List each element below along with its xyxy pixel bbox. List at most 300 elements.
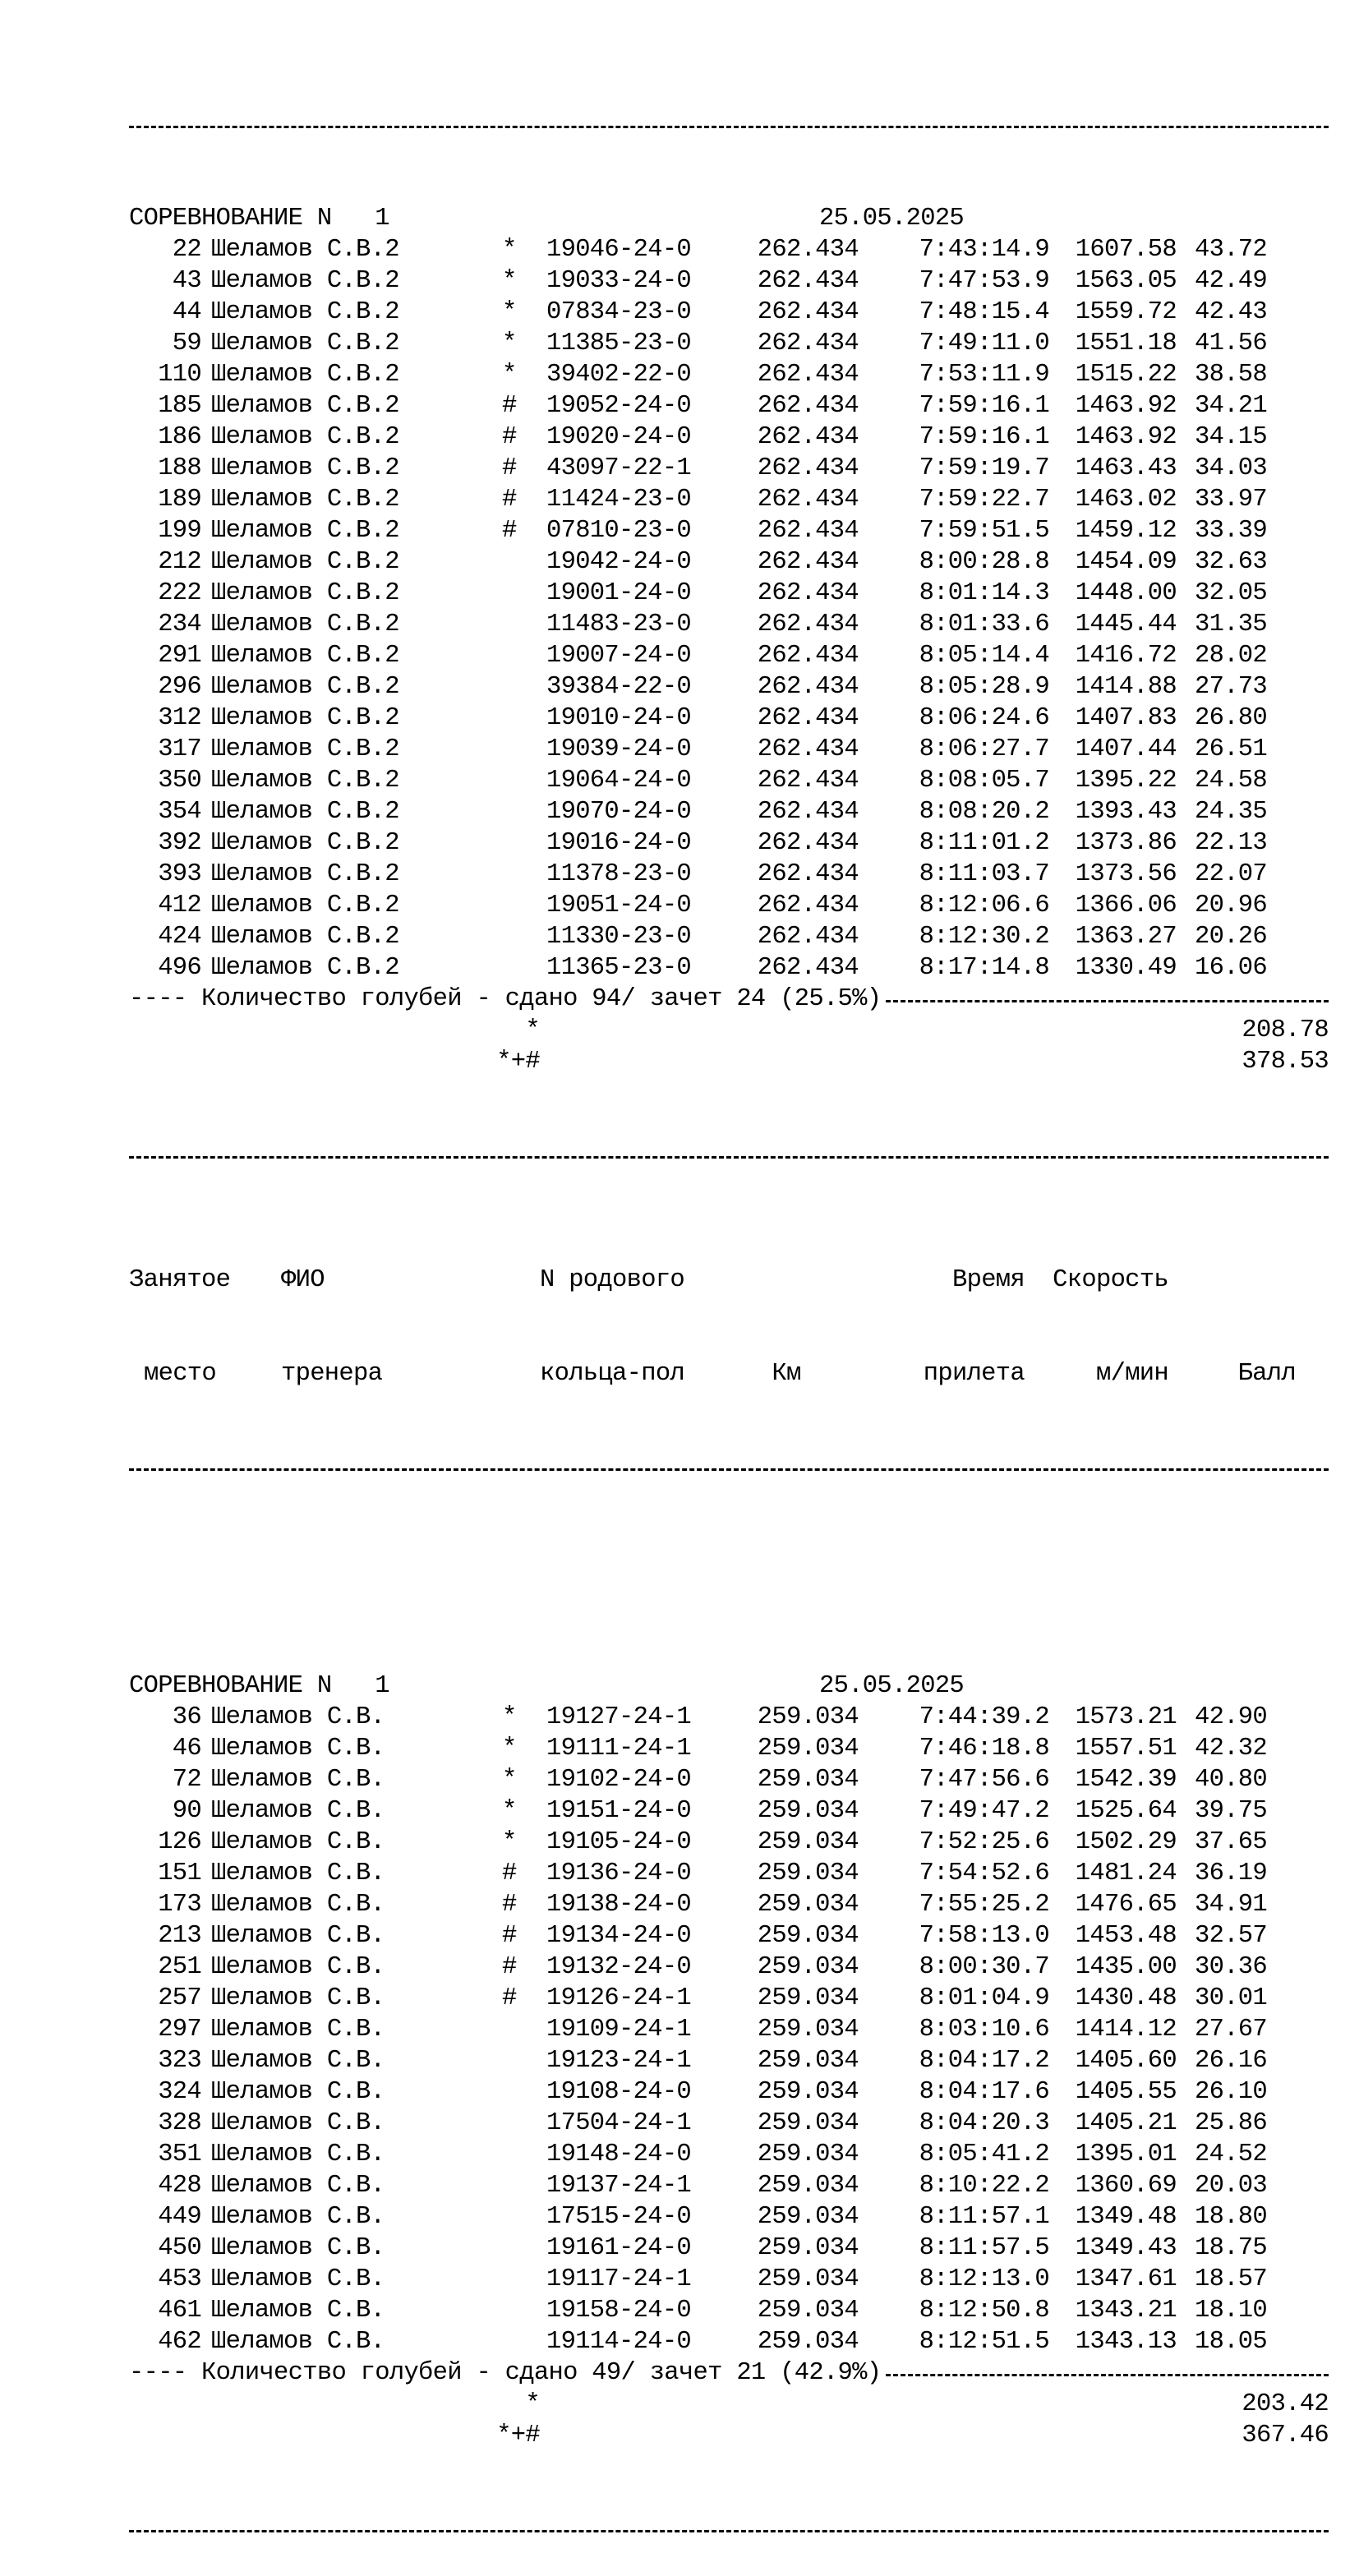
cell-km: 262.434 [757, 486, 859, 514]
cell-speed: 1454.09 [1075, 548, 1177, 576]
cell-ball: 20.03 [1194, 2172, 1267, 2200]
table-row [129, 2139, 1329, 2170]
competition-label: СОРЕВНОВАНИЕ N 1 [129, 1672, 389, 1700]
header-row-2 [129, 1358, 1329, 1389]
cell-time: 8:08:20.2 [919, 798, 1049, 826]
cell-km: 259.034 [757, 2265, 859, 2293]
cell-speed: 1607.58 [1075, 236, 1177, 264]
cell-ball: 24.52 [1194, 2141, 1267, 2168]
total-line [129, 1046, 1329, 1077]
cell-speed: 1463.43 [1075, 454, 1177, 482]
cell-time: 8:03:10.6 [919, 2016, 1049, 2044]
cell-name: Шеламов С.В. [211, 2047, 385, 2075]
cell-place: 151 [158, 1859, 201, 1887]
cell-name: Шеламов С.В. [211, 2328, 385, 2356]
cell-name: Шеламов С.В. [211, 1703, 385, 1731]
divider [129, 1140, 1329, 1171]
cell-mark: # [502, 486, 517, 514]
cell-place: 312 [158, 704, 201, 732]
cell-speed: 1373.56 [1075, 860, 1177, 888]
cell-ring: 19117-24-1 [546, 2265, 692, 2293]
cell-mark [502, 671, 527, 703]
cell-mark: * [502, 1735, 517, 1763]
cell-ball: 20.96 [1194, 892, 1267, 919]
cell-km: 262.434 [757, 798, 859, 826]
cell-ball: 28.02 [1194, 642, 1267, 670]
table-row [129, 796, 1329, 827]
cell-place: 449 [158, 2203, 201, 2231]
cell-speed: 1363.27 [1075, 923, 1177, 951]
cell-speed: 1542.39 [1075, 1766, 1177, 1794]
cell-speed: 1463.92 [1075, 392, 1177, 420]
cell-mark [502, 2264, 527, 2295]
cell-ring: 19007-24-0 [546, 642, 692, 670]
cell-ball: 24.58 [1194, 767, 1267, 795]
cell-name: Шеламов С.В. [211, 2016, 385, 2044]
header-time-2: прилета [923, 1360, 1025, 1388]
cell-speed: 1349.48 [1075, 2203, 1177, 2231]
cell-km: 259.034 [757, 2203, 859, 2231]
divider [129, 1452, 1329, 1483]
cell-mark: # [502, 1984, 517, 2012]
cell-speed: 1416.72 [1075, 642, 1177, 670]
cell-ball: 26.51 [1194, 735, 1267, 763]
cell-ball: 18.10 [1194, 2297, 1267, 2325]
cell-mark: * [502, 329, 517, 357]
cell-ring: 19108-24-0 [546, 2078, 692, 2106]
cell-name: Шеламов С.В.2 [211, 454, 399, 482]
cell-speed: 1573.21 [1075, 1703, 1177, 1731]
cell-ball: 33.97 [1194, 486, 1267, 514]
table-row [129, 921, 1329, 952]
cell-ring: 19127-24-1 [546, 1703, 692, 1731]
table-row [129, 578, 1329, 609]
cell-place: 173 [158, 1891, 201, 1919]
cell-speed: 1366.06 [1075, 892, 1177, 919]
cell-mark: # [502, 1859, 517, 1887]
cell-time: 8:12:50.8 [919, 2297, 1049, 2325]
header-place: Занятое [129, 1266, 231, 1294]
cell-time: 8:08:05.7 [919, 767, 1049, 795]
cell-name: Шеламов С.В. [211, 2265, 385, 2293]
cell-km: 262.434 [757, 267, 859, 295]
cell-mark: # [502, 1922, 517, 1950]
cell-ring: 11483-23-0 [546, 611, 692, 638]
cell-time: 8:11:57.5 [919, 2234, 1049, 2262]
cell-place: 354 [158, 798, 201, 826]
cell-name: Шеламов С.В.2 [211, 548, 399, 576]
cell-place: 324 [158, 2078, 201, 2106]
cell-ring: 19134-24-0 [546, 1922, 692, 1950]
cell-place: 189 [158, 486, 201, 514]
cell-ball: 34.91 [1194, 1891, 1267, 1919]
competition-title [129, 203, 1329, 234]
cell-ring: 19138-24-0 [546, 1891, 692, 1919]
cell-ring: 07810-23-0 [546, 517, 692, 545]
cell-time: 7:59:16.1 [919, 423, 1049, 451]
cell-time: 8:05:14.4 [919, 642, 1049, 670]
cell-ball: 26.16 [1194, 2047, 1267, 2075]
cell-place: 59 [172, 329, 201, 357]
table-row [129, 359, 1329, 390]
cell-mark [502, 2045, 527, 2076]
cell-time: 8:12:51.5 [919, 2328, 1049, 2356]
cell-mark [502, 640, 527, 671]
total-mark: * [525, 2390, 540, 2418]
cell-ball: 26.80 [1194, 704, 1267, 732]
cell-time: 7:49:11.0 [919, 329, 1049, 357]
summary-dash [886, 2374, 1329, 2376]
cell-mark [502, 2170, 527, 2201]
summary-text: ---- Количество голубей - сдано 94/ зачет 24 (25.5%) [129, 985, 882, 1013]
cell-ball: 34.15 [1194, 423, 1267, 451]
table-row [129, 1952, 1329, 1983]
cell-km: 262.434 [757, 548, 859, 576]
cell-ring: 19010-24-0 [546, 704, 692, 732]
cell-ball: 32.63 [1194, 548, 1267, 576]
table-row [129, 2201, 1329, 2233]
divider [129, 2514, 1329, 2545]
cell-time: 8:12:13.0 [919, 2265, 1049, 2293]
cell-ring: 17504-24-1 [546, 2109, 692, 2137]
cell-ball: 18.57 [1194, 2265, 1267, 2293]
cell-ball: 32.05 [1194, 579, 1267, 607]
cell-ball: 38.58 [1194, 361, 1267, 389]
cell-time: 8:00:28.8 [919, 548, 1049, 576]
cell-ring: 19064-24-0 [546, 767, 692, 795]
cell-speed: 1525.64 [1075, 1797, 1177, 1825]
cell-ring: 19001-24-0 [546, 579, 692, 607]
cell-mark [502, 921, 527, 952]
table-row [129, 734, 1329, 765]
cell-name: Шеламов С.В.2 [211, 860, 399, 888]
cell-ball: 42.49 [1194, 267, 1267, 295]
cell-ring: 11424-23-0 [546, 486, 692, 514]
cell-speed: 1557.51 [1075, 1735, 1177, 1763]
total-line [129, 1015, 1329, 1046]
table-row [129, 1733, 1329, 1764]
cell-speed: 1395.01 [1075, 2141, 1177, 2168]
cell-km: 259.034 [757, 2016, 859, 2044]
cell-mark [502, 2326, 527, 2357]
cell-time: 8:04:17.6 [919, 2078, 1049, 2106]
cell-time: 7:48:15.4 [919, 298, 1049, 326]
cell-ball: 42.90 [1194, 1703, 1267, 1731]
cell-time: 8:04:20.3 [919, 2109, 1049, 2137]
cell-mark [502, 609, 527, 640]
table-row [129, 484, 1329, 515]
cell-time: 8:00:30.7 [919, 1953, 1049, 1981]
cell-speed: 1559.72 [1075, 298, 1177, 326]
cell-km: 259.034 [757, 2141, 859, 2168]
cell-place: 110 [158, 361, 201, 389]
cell-name: Шеламов С.В.2 [211, 236, 399, 264]
cell-name: Шеламов С.В.2 [211, 423, 399, 451]
cell-mark: * [502, 1828, 517, 1856]
cell-km: 259.034 [757, 1797, 859, 1825]
cell-km: 262.434 [757, 892, 859, 919]
table-row [129, 2108, 1329, 2139]
cell-km: 262.434 [757, 392, 859, 420]
cell-speed: 1330.49 [1075, 954, 1177, 982]
cell-place: 428 [158, 2172, 201, 2200]
table-row [129, 640, 1329, 671]
cell-ring: 19126-24-1 [546, 1984, 692, 2012]
cell-place: 186 [158, 423, 201, 451]
cell-speed: 1405.60 [1075, 2047, 1177, 2075]
table-row [129, 453, 1329, 484]
cell-time: 8:06:24.6 [919, 704, 1049, 732]
cell-ball: 18.75 [1194, 2234, 1267, 2262]
cell-name: Шеламов С.В. [211, 1891, 385, 1919]
cell-ring: 19132-24-0 [546, 1953, 692, 1981]
cell-km: 259.034 [757, 1859, 859, 1887]
cell-km: 259.034 [757, 2109, 859, 2137]
cell-speed: 1343.13 [1075, 2328, 1177, 2356]
table-row [129, 2014, 1329, 2045]
cell-speed: 1563.05 [1075, 267, 1177, 295]
table-row [129, 1827, 1329, 1858]
cell-km: 259.034 [757, 2328, 859, 2356]
cell-km: 259.034 [757, 1984, 859, 2012]
cell-km: 262.434 [757, 923, 859, 951]
table-row [129, 546, 1329, 578]
cell-time: 8:17:14.8 [919, 954, 1049, 982]
total-mark: * [525, 1016, 540, 1044]
summary-dash [886, 1000, 1329, 1002]
results-sheet [129, 47, 1329, 2576]
cell-ring: 11385-23-0 [546, 329, 692, 357]
cell-km: 262.434 [757, 423, 859, 451]
cell-mark [502, 734, 527, 765]
cell-name: Шеламов С.В. [211, 1859, 385, 1887]
cell-name: Шеламов С.В. [211, 2203, 385, 2231]
cell-name: Шеламов С.В. [211, 2078, 385, 2106]
table-row [129, 2076, 1329, 2108]
cell-ring: 19161-24-0 [546, 2234, 692, 2262]
table-row [129, 422, 1329, 453]
cell-mark [502, 578, 527, 609]
cell-ring: 39384-22-0 [546, 673, 692, 701]
cell-mark: # [502, 1891, 517, 1919]
cell-mark: # [502, 1953, 517, 1981]
cell-place: 188 [158, 454, 201, 482]
cell-ring: 19070-24-0 [546, 798, 692, 826]
header-time: Время [951, 1266, 1025, 1294]
cell-mark [502, 890, 527, 921]
cell-mark [502, 2139, 527, 2170]
cell-time: 8:12:30.2 [919, 923, 1049, 951]
header-speed: Скорость [1053, 1266, 1168, 1294]
cell-ring: 19020-24-0 [546, 423, 692, 451]
cell-place: 328 [158, 2109, 201, 2137]
cell-km: 259.034 [757, 1828, 859, 1856]
cell-name: Шеламов С.В.2 [211, 735, 399, 763]
cell-place: 22 [172, 236, 201, 264]
cell-name: Шеламов С.В. [211, 1766, 385, 1794]
cell-speed: 1360.69 [1075, 2172, 1177, 2200]
cell-speed: 1393.43 [1075, 798, 1177, 826]
cell-ball: 31.35 [1194, 611, 1267, 638]
cell-name: Шеламов С.В.2 [211, 267, 399, 295]
cell-place: 126 [158, 1828, 201, 1856]
cell-ball: 16.06 [1194, 954, 1267, 982]
table-row [129, 297, 1329, 328]
cell-km: 262.434 [757, 298, 859, 326]
cell-place: 213 [158, 1922, 201, 1950]
cell-time: 7:53:11.9 [919, 361, 1049, 389]
cell-name: Шеламов С.В.2 [211, 298, 399, 326]
cell-ball: 37.65 [1194, 1828, 1267, 1856]
cell-place: 251 [158, 1953, 201, 1981]
cell-ring: 19111-24-1 [546, 1735, 692, 1763]
cell-ball: 40.80 [1194, 1766, 1267, 1794]
table-row [129, 827, 1329, 859]
cell-name: Шеламов С.В.2 [211, 767, 399, 795]
cell-time: 8:10:22.2 [919, 2172, 1049, 2200]
cell-speed: 1463.02 [1075, 486, 1177, 514]
divider [129, 109, 1329, 141]
cell-speed: 1445.44 [1075, 611, 1177, 638]
cell-km: 259.034 [757, 2078, 859, 2106]
table-row [129, 390, 1329, 422]
cell-ring: 11378-23-0 [546, 860, 692, 888]
cell-place: 36 [172, 1703, 201, 1731]
cell-time: 8:11:57.1 [919, 2203, 1049, 2231]
cell-place: 412 [158, 892, 201, 919]
cell-speed: 1463.92 [1075, 423, 1177, 451]
cell-km: 262.434 [757, 704, 859, 732]
table-row [129, 1702, 1329, 1733]
summary-text: ---- Количество голубей - сдано 49/ зачет 21 (42.9%) [129, 2359, 882, 2387]
cell-name: Шеламов С.В. [211, 2109, 385, 2137]
cell-km: 262.434 [757, 767, 859, 795]
total-value: 203.42 [1242, 2390, 1329, 2418]
table-row [129, 609, 1329, 640]
cell-speed: 1347.61 [1075, 2265, 1177, 2293]
cell-place: 234 [158, 611, 201, 638]
header-km [737, 1265, 836, 1296]
cell-ball: 30.01 [1194, 1984, 1267, 2012]
cell-mark [502, 2014, 527, 2045]
cell-ring: 11330-23-0 [546, 923, 692, 951]
cell-place: 424 [158, 923, 201, 951]
table-row [129, 1983, 1329, 2014]
cell-place: 199 [158, 517, 201, 545]
cell-ring: 19051-24-0 [546, 892, 692, 919]
cell-name: Шеламов С.В.2 [211, 673, 399, 701]
cell-ball: 36.19 [1194, 1859, 1267, 1887]
cell-ring: 19114-24-0 [546, 2328, 692, 2356]
table-row [129, 2170, 1329, 2201]
total-mark: *+# [496, 1048, 540, 1076]
cell-time: 7:52:25.6 [919, 1828, 1049, 1856]
cell-time: 7:43:14.9 [919, 236, 1049, 264]
cell-place: 297 [158, 2016, 201, 2044]
cell-speed: 1414.88 [1075, 673, 1177, 701]
cell-ring: 19052-24-0 [546, 392, 692, 420]
cell-name: Шеламов С.В. [211, 1922, 385, 1950]
cell-time: 7:59:22.7 [919, 486, 1049, 514]
header-speed-2: м/мин [1095, 1360, 1168, 1388]
cell-km: 262.434 [757, 860, 859, 888]
cell-time: 7:59:16.1 [919, 392, 1049, 420]
cell-km: 262.434 [757, 361, 859, 389]
cell-time: 8:04:17.2 [919, 2047, 1049, 2075]
cell-speed: 1502.29 [1075, 1828, 1177, 1856]
header-ball [1168, 1265, 1296, 1296]
cell-name: Шеламов С.В.2 [211, 486, 399, 514]
cell-mark [502, 2295, 527, 2326]
cell-place: 46 [172, 1735, 201, 1763]
competition-date: 25.05.2025 [819, 1672, 965, 1700]
cell-time: 8:01:33.6 [919, 611, 1049, 638]
cell-km: 259.034 [757, 1922, 859, 1950]
cell-place: 90 [172, 1797, 201, 1825]
cell-place: 296 [158, 673, 201, 701]
cell-name: Шеламов С.В.2 [211, 642, 399, 670]
cell-name: Шеламов С.В. [211, 2297, 385, 2325]
cell-km: 262.434 [757, 735, 859, 763]
cell-name: Шеламов С.В. [211, 1828, 385, 1856]
cell-ring: 07834-23-0 [546, 298, 692, 326]
cell-time: 7:46:18.8 [919, 1735, 1049, 1763]
table-row [129, 2233, 1329, 2264]
cell-mark: # [502, 517, 517, 545]
cell-km: 262.434 [757, 611, 859, 638]
cell-ball: 42.32 [1194, 1735, 1267, 1763]
cell-time: 8:01:04.9 [919, 1984, 1049, 2012]
cell-mark [502, 2201, 527, 2233]
cell-km: 262.434 [757, 829, 859, 857]
table-row [129, 234, 1329, 265]
table-row [129, 765, 1329, 796]
competition-block-2 [129, 1670, 1329, 2451]
cell-ring: 19016-24-0 [546, 829, 692, 857]
cell-name: Шеламов С.В.2 [211, 829, 399, 857]
cell-ball: 39.75 [1194, 1797, 1267, 1825]
cell-ball: 27.73 [1194, 673, 1267, 701]
table-row [129, 1764, 1329, 1795]
cell-mark: * [502, 361, 517, 389]
cell-ball: 22.13 [1194, 829, 1267, 857]
cell-place: 351 [158, 2141, 201, 2168]
cell-mark: # [502, 423, 517, 451]
header-place-2: место [144, 1360, 217, 1388]
cell-mark: # [502, 454, 517, 482]
cell-place: 496 [158, 954, 201, 982]
cell-ball: 25.86 [1194, 2109, 1267, 2137]
cell-km: 262.434 [757, 236, 859, 264]
cell-ball: 20.26 [1194, 923, 1267, 951]
table-row [129, 1795, 1329, 1827]
cell-mark [502, 2108, 527, 2139]
cell-km: 262.434 [757, 517, 859, 545]
cell-ball: 43.72 [1194, 236, 1267, 264]
cell-ring: 17515-24-0 [546, 2203, 692, 2231]
cell-km: 262.434 [757, 642, 859, 670]
table-row [129, 671, 1329, 703]
cell-km: 259.034 [757, 1703, 859, 1731]
cell-place: 44 [172, 298, 201, 326]
cell-ring: 19046-24-0 [546, 236, 692, 264]
cell-speed: 1349.43 [1075, 2234, 1177, 2262]
cell-place: 257 [158, 1984, 201, 2012]
cell-km: 259.034 [757, 2297, 859, 2325]
cell-speed: 1453.48 [1075, 1922, 1177, 1950]
cell-ring: 39402-22-0 [546, 361, 692, 389]
cell-ring: 19105-24-0 [546, 1828, 692, 1856]
